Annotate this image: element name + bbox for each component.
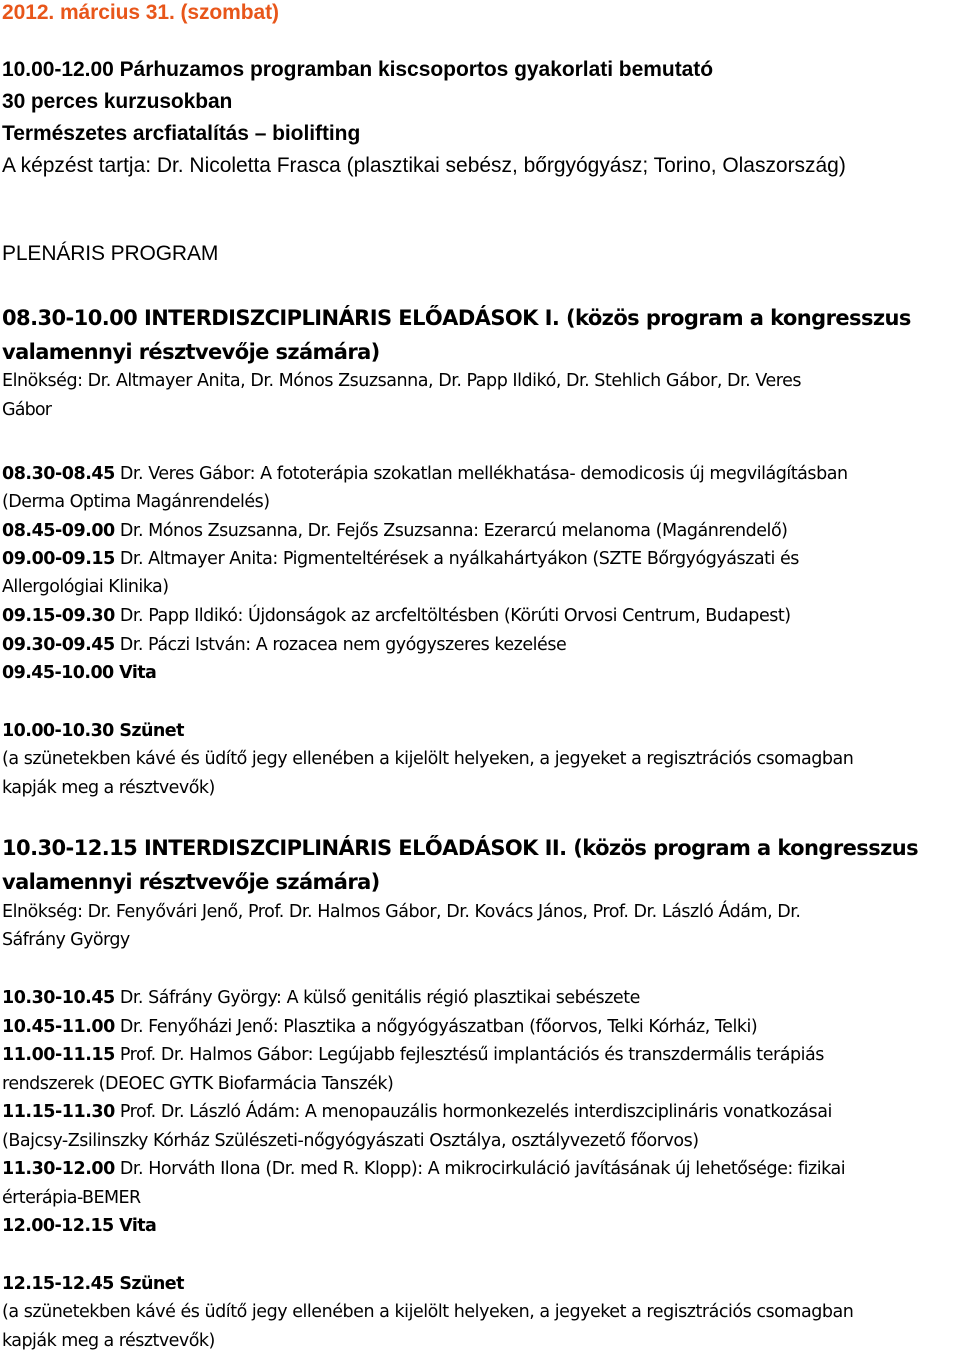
talk-text: Dr. Mónos Zsuzsanna, Dr. Fejős Zsuzsanna: Ezerarcú melanoma (Magánrendelő) xyxy=(114,521,788,541)
plenary-heading: PLENÁRIS PROGRAM xyxy=(2,242,219,265)
session1-title: 08.30-10.00 INTERDISZCIPLINÁRIS ELŐADÁSOK I. (közös program a kongresszus xyxy=(2,306,911,330)
talk-text: Dr. Horváth Ilona (Dr. med R. Klopp): A mikrocirkuláció javításának új lehetősége: fizikai xyxy=(114,1159,846,1179)
talk-item xyxy=(2,545,960,574)
break-note: (a szünetekben kávé és üdítő jegy ellenében a kijelölt helyeken, a jegyeket a regisztrációs csomagban xyxy=(2,1302,854,1322)
discussion-item xyxy=(2,659,960,688)
break-note: (a szünetekben kávé és üdítő jegy ellenében a kijelölt helyeken, a jegyeket a regisztrációs csomagban xyxy=(2,749,854,769)
date-heading: 2012. március 31. (szombat) xyxy=(2,1,279,24)
talk-text: Dr. Altmayer Anita: Pigmenteltérések a nyálkahártyákon (SZTE Bőrgyógyászati és xyxy=(114,549,799,569)
talk-time: 10.30-10.45 xyxy=(2,988,115,1008)
talk-item xyxy=(2,517,960,546)
talk-text: Dr. Sáfrány György: A külső genitális régió plasztikai sebészete xyxy=(114,988,640,1008)
talk-item xyxy=(2,1098,960,1127)
talk-time: 11.30-12.00 xyxy=(2,1159,115,1179)
talk-time: 09.30-09.45 xyxy=(2,635,115,655)
workshop-title: 10.00-12.00 Párhuzamos programban kiscsoportos gyakorlati bemutató xyxy=(2,58,714,81)
talk-text: Dr. Papp Ildikó: Újdonságok az arcfeltöltésben (Körúti Orvosi Centrum, Budapest) xyxy=(114,606,791,626)
discussion-label: 12.00-12.15 Vita xyxy=(2,1216,157,1236)
talk-item-cont: (Derma Optima Magánrendelés) xyxy=(2,492,270,512)
talk-time: 10.45-11.00 xyxy=(2,1017,115,1037)
talk-item-cont: Allergológiai Klinika) xyxy=(2,577,169,597)
session1-chair-cont: Gábor xyxy=(2,400,52,420)
break-title: 10.00-10.30 Szünet xyxy=(2,721,184,741)
workshop-instructor: A képzést tartja: Dr. Nicoletta Frasca (plasztikai sebész, bőrgyógyász; Torino, Olaszország) xyxy=(2,154,846,177)
talk-item xyxy=(2,460,960,489)
talk-item xyxy=(2,1041,960,1070)
break-item xyxy=(2,1270,960,1299)
talk-time: 09.15-09.30 xyxy=(2,606,115,626)
session1-title-cont: valamennyi résztvevője számára) xyxy=(2,340,380,364)
talk-text: Dr. Fenyőházi Jenő: Plasztika a nőgyógyászatban (főorvos, Telki Kórház, Telki) xyxy=(114,1017,758,1037)
talk-item xyxy=(2,984,960,1013)
talk-text: Prof. Dr. László Ádám: A menopauzális hormonkezelés interdiszciplináris vonatkozásai xyxy=(114,1102,832,1122)
talk-item-cont: érterápia-BEMER xyxy=(2,1188,141,1208)
talk-text: Prof. Dr. Halmos Gábor: Legújabb fejlesztésű implantációs és transzdermális terápiás xyxy=(114,1045,824,1065)
session2-title-cont: valamennyi résztvevője számára) xyxy=(2,870,380,894)
workshop-subtitle: 30 perces kurzusokban xyxy=(2,90,233,113)
break-title: 12.15-12.45 Szünet xyxy=(2,1274,184,1294)
talk-text: Dr. Páczi István: A rozacea nem gyógyszeres kezelése xyxy=(114,635,567,655)
break-item xyxy=(2,717,960,746)
talk-item xyxy=(2,602,960,631)
talk-time: 08.45-09.00 xyxy=(2,521,115,541)
session2-chair-cont: Sáfrány György xyxy=(2,930,130,950)
discussion-label: 09.45-10.00 Vita xyxy=(2,663,157,683)
talk-time: 11.00-11.15 xyxy=(2,1045,115,1065)
workshop-topic: Természetes arcfiatalítás – biolifting xyxy=(2,122,361,145)
session2-title: 10.30-12.15 INTERDISZCIPLINÁRIS ELŐADÁSOK II. (közös program a kongresszus xyxy=(2,836,919,860)
talk-text: Dr. Veres Gábor: A fototerápia szokatlan mellékhatása- demodicosis új megvilágításban xyxy=(114,464,848,484)
session2-chair: Elnökség: Dr. Fenyővári Jenő, Prof. Dr. Halmos Gábor, Dr. Kovács János, Prof. Dr. László Ádám, Dr. xyxy=(2,902,801,922)
talk-item xyxy=(2,1013,960,1042)
talk-time: 09.00-09.15 xyxy=(2,549,115,569)
break-note-cont: kapják meg a résztvevők) xyxy=(2,1331,215,1351)
talk-time: 08.30-08.45 xyxy=(2,464,115,484)
talk-item xyxy=(2,1155,960,1184)
break-note-cont: kapják meg a résztvevők) xyxy=(2,778,215,798)
talk-item-cont: (Bajcsy-Zsilinszky Kórház Szülészeti-nőgyógyászati Osztálya, osztályvezető főorvos) xyxy=(2,1131,699,1151)
discussion-item xyxy=(2,1212,960,1241)
talk-item-cont: rendszerek (DEOEC GYTK Biofarmácia Tanszék) xyxy=(2,1074,394,1094)
talk-time: 11.15-11.30 xyxy=(2,1102,115,1122)
talk-item xyxy=(2,631,960,660)
session1-chair: Elnökség: Dr. Altmayer Anita, Dr. Mónos Zsuzsanna, Dr. Papp Ildikó, Dr. Stehlich Gábor, Dr. Veres xyxy=(2,371,802,391)
